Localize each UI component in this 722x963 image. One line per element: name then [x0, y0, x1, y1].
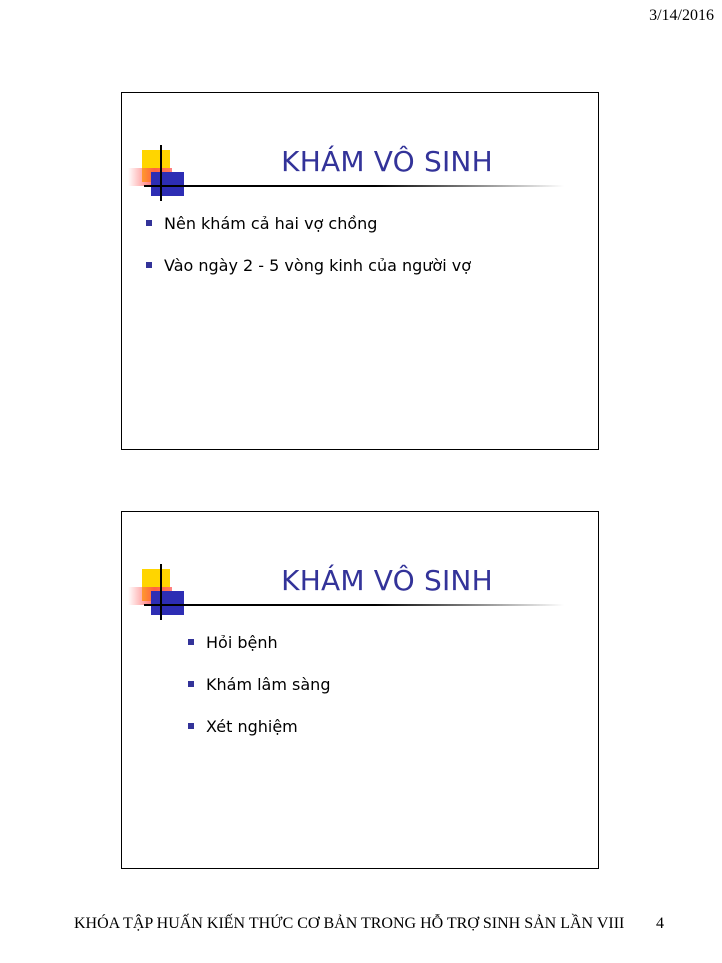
vertical-rule: [160, 145, 162, 201]
blue-square-decoration: [151, 172, 184, 196]
bullet-square-icon: [146, 262, 152, 268]
bullet-item: [146, 214, 471, 233]
blue-square-decoration: [151, 591, 184, 615]
bullet-list: [146, 214, 471, 298]
bullet-text: Vào ngày 2 - 5 vòng kinh của người vợ: [164, 256, 471, 275]
page-number: 4: [656, 915, 664, 932]
bullet-text: Hỏi bệnh: [206, 633, 278, 652]
footer-text: KHÓA TẬP HUẤN KIẾN THỨC CƠ BẢN TRONG HỖ TRỢ SINH SẢN LẦN VIII: [74, 915, 625, 932]
title-underline-rule: [144, 185, 564, 187]
bullet-square-icon: [188, 723, 194, 729]
slide-thumbnail-2: [121, 511, 599, 869]
bullet-item: [188, 675, 330, 694]
bullet-text: Xét nghiệm: [206, 717, 298, 736]
slide-thumbnail-1: [121, 92, 599, 450]
bullet-list: [188, 633, 330, 759]
slide-title: KHÁM VÔ SINH: [281, 564, 493, 597]
bullet-square-icon: [146, 220, 152, 226]
bullet-square-icon: [188, 681, 194, 687]
bullet-item: [188, 717, 330, 736]
bullet-item: [188, 633, 330, 652]
bullet-text: Khám lâm sàng: [206, 675, 331, 694]
bullet-text: Nên khám cả hai vợ chồng: [164, 214, 378, 233]
vertical-rule: [160, 564, 162, 620]
bullet-square-icon: [188, 639, 194, 645]
slide-title: KHÁM VÔ SINH: [281, 145, 493, 178]
print-date: 3/14/2016: [649, 7, 714, 24]
bullet-item: [146, 256, 471, 275]
title-underline-rule: [144, 604, 564, 606]
